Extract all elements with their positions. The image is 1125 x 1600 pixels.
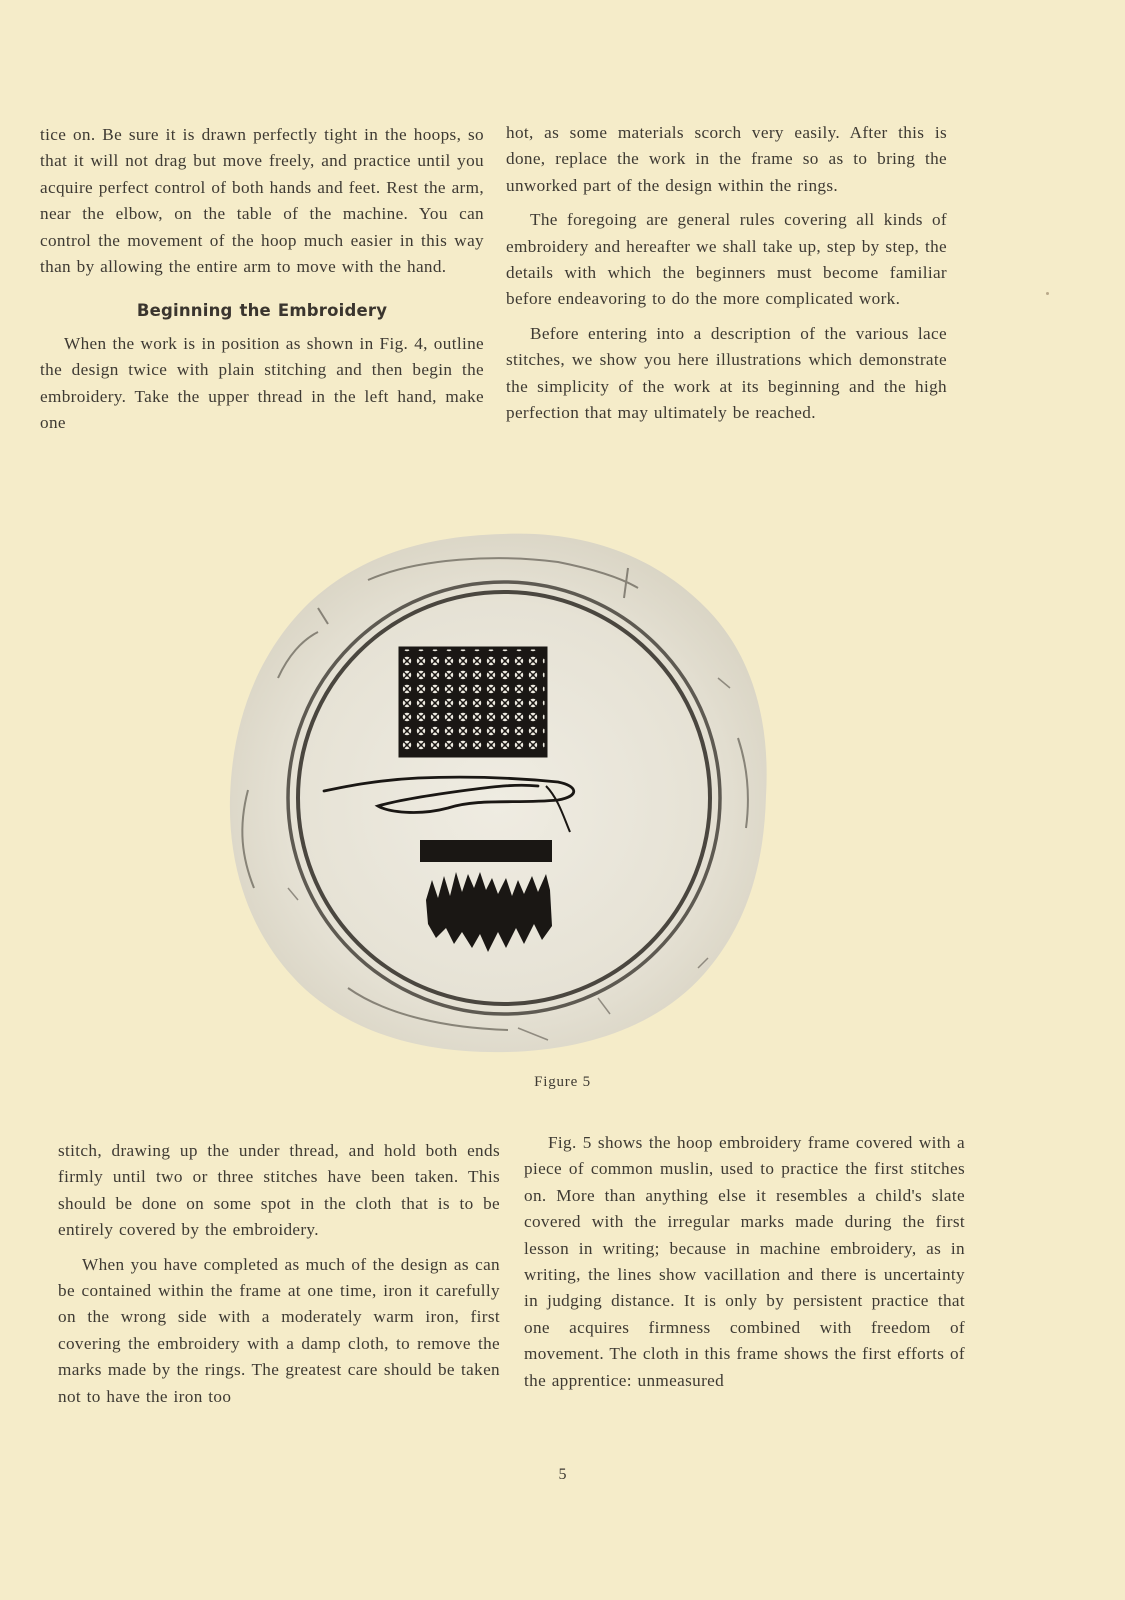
section-heading: Beginning the Embroidery: [136, 301, 388, 321]
paragraph: When the work is in position as shown in Fig. 4, outline the design twice with plain stitching and then begin the embroidery. Take the upper thread in the left hand, make one: [40, 333, 484, 433]
column-top-right: [506, 120, 947, 434]
paragraph: Before entering into a description of the various lace stitches, we show you here illustrations which demonstrate the simplicity of the work at its beginning and the high perfection that may ultimately be reached.: [506, 323, 947, 423]
paragraph: stitch, drawing up the under thread, and hold both ends firmly until two or three stitches have been taken. This should be done on some spot in the cloth that is to be entirely covered by the embroidery.: [58, 1141, 500, 1240]
lace-lattice-sample: [400, 648, 546, 756]
paragraph: Fig. 5 shows the hoop embroidery frame covered with a piece of common muslin, used to practice the first stitches on. More than anything else it resembles a child's slate covered with the irregular marks made during the first lesson in writing; because in machine embroidery, as in writing, the lines show vacillation and there is uncertainty in judging distance. It is only by persistent practice that one acquires firmness combined with freedom of movement. The cloth in this frame shows the first efforts of the apprentice: unmeasured: [524, 1133, 965, 1390]
paragraph: tice on. Be sure it is drawn perfectly tight in the hoops, so that it will not drag but move freely, and practice until you acquire perfect control of both hands and feet. Rest the arm, near the elbow, on the table of the machine. You can control the movement of the hoop much easier in this way than by allowing the entire arm to move with the hand.: [40, 125, 484, 277]
column-bottom-right: [524, 1130, 965, 1402]
paper-speck: [1046, 292, 1049, 295]
muslin-cloth: [230, 534, 767, 1053]
column-top-left: [40, 122, 484, 444]
page-number: 5: [558, 1466, 567, 1483]
paragraph: When you have completed as much of the design as can be contained within the frame at one time, iron it carefully on the wrong side with a moderately warm iron, first covering the embroidery with a damp cloth, to remove the marks made by the rings. The greatest care should be taken not to have the iron too: [58, 1254, 500, 1406]
solid-satin-bar: [420, 840, 552, 862]
embroidery-hoop-illustration: [218, 528, 784, 1058]
figure-caption: Figure 5: [534, 1074, 591, 1090]
column-bottom-left: [58, 1138, 500, 1418]
paragraph: The foregoing are general rules covering all kinds of embroidery and hereafter we shall take up, step by step, the details with which the beginners must become familiar before endeavoring to do the more complicated work.: [506, 210, 947, 309]
paragraph: hot, as some materials scorch very easily. After this is done, replace the work in the frame so as to bring the unworked part of the design within the rings.: [506, 123, 947, 195]
